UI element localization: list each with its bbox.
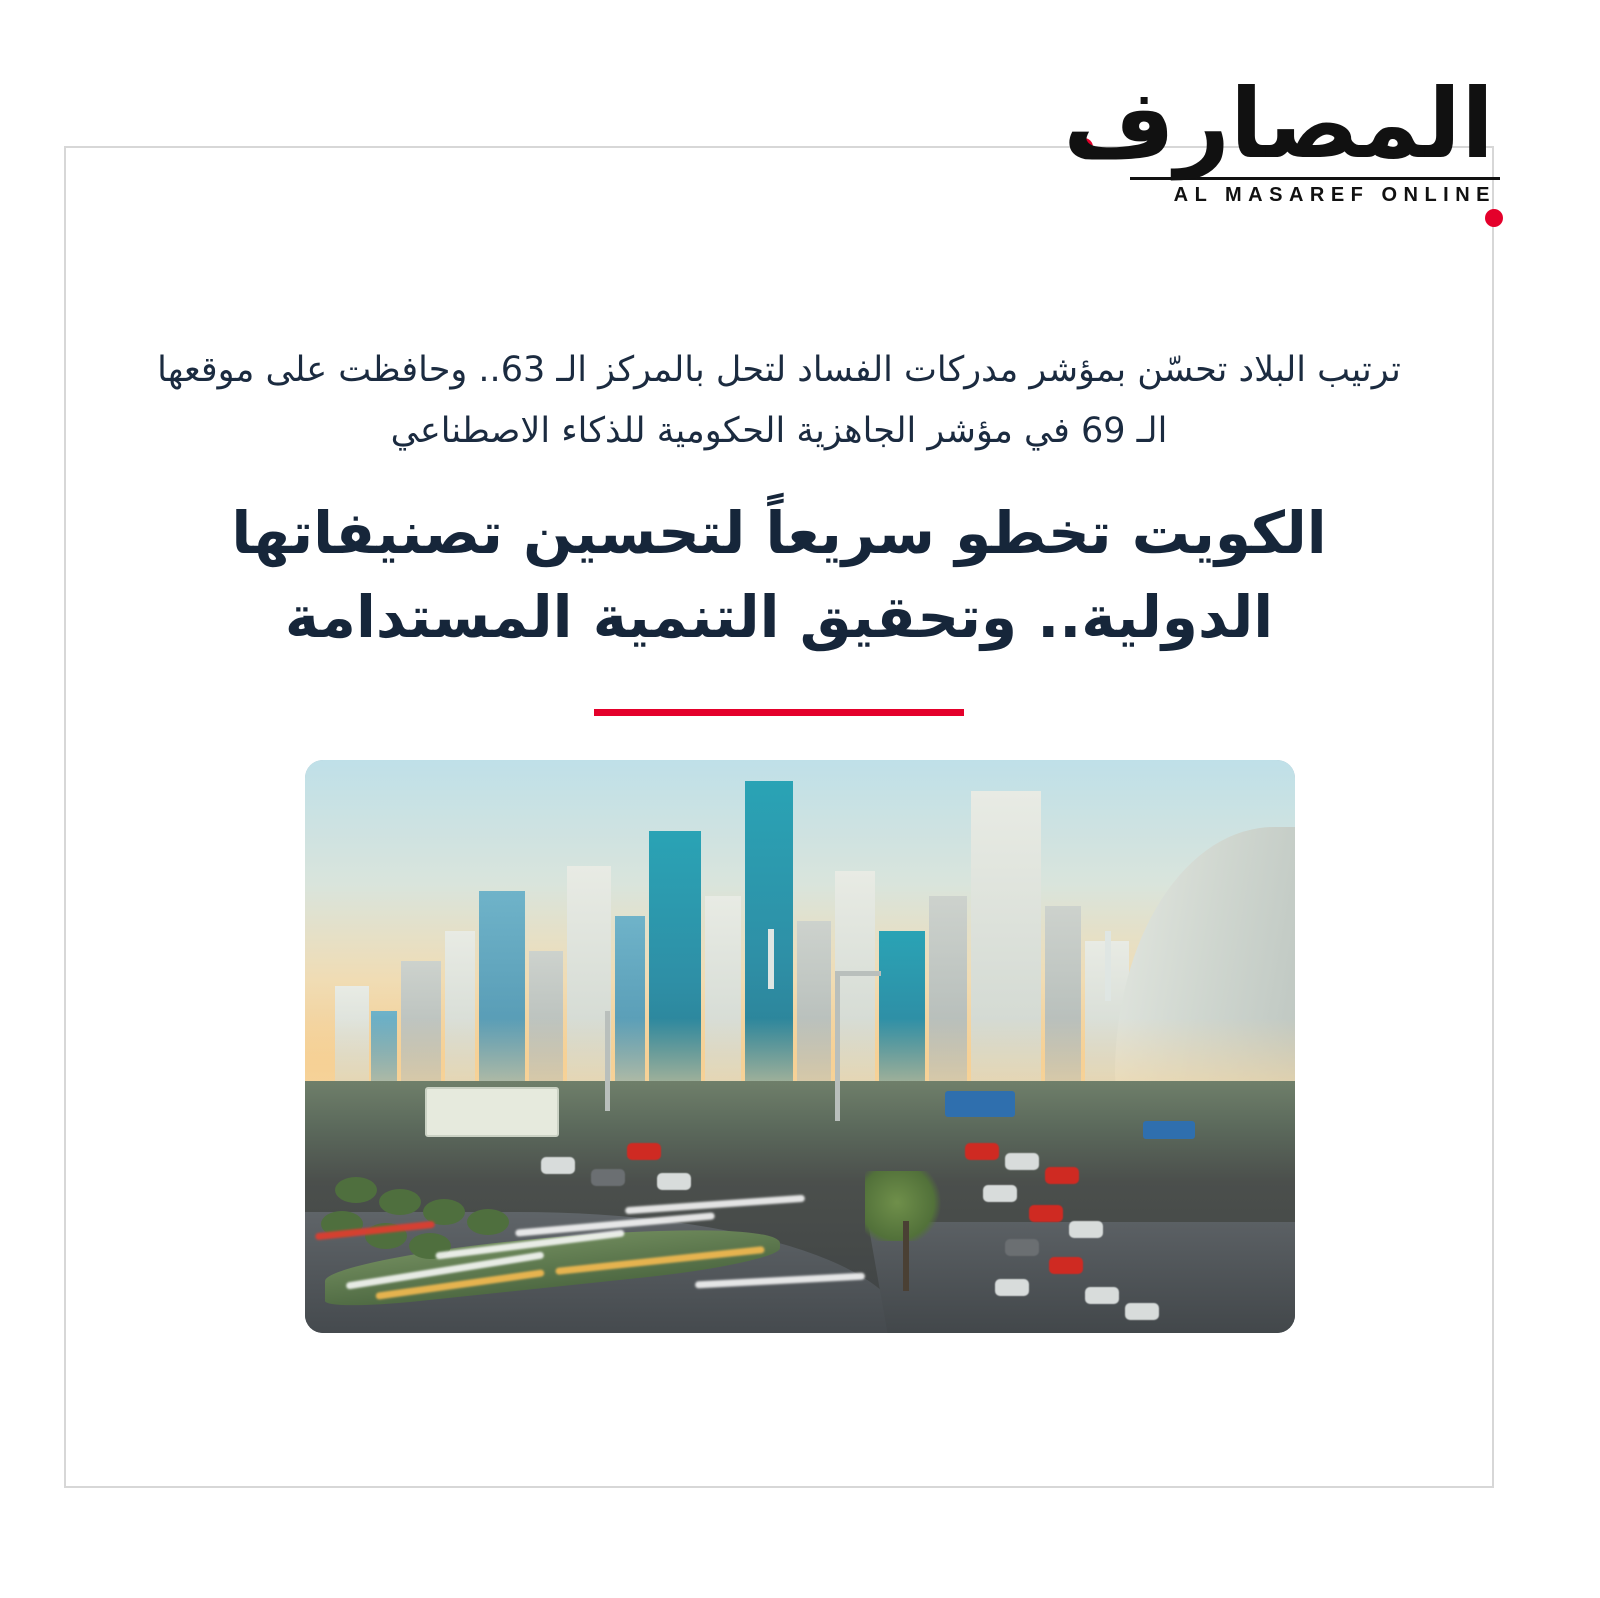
roadside-tree	[865, 1171, 945, 1291]
article-photo	[305, 760, 1295, 1333]
brand-logo-english: AL MASAREF ONLINE	[1130, 177, 1500, 207]
article-text-block	[64, 340, 1494, 716]
brand-logo-arabic: المصارف	[1063, 68, 1494, 180]
ground	[305, 1081, 1295, 1333]
photo-illustration	[305, 760, 1295, 1333]
article-headline: الكويت تخطو سريعاً لتحسين تصنيفاتها الدولية.. وتحقيق التنمية المستدامة	[231, 498, 1327, 651]
accent-dot-right	[1485, 209, 1503, 227]
accent-divider	[594, 709, 964, 716]
brand-logo	[1063, 68, 1500, 207]
article-kicker: ترتيب البلاد تحسّن بمؤشر مدركات الفساد لتحل بالمركز الـ 63.. وحافظت على موقعها الـ 69 في مؤشر الجاهزية الحكومية للذكاء الاصطناعي	[157, 350, 1401, 452]
